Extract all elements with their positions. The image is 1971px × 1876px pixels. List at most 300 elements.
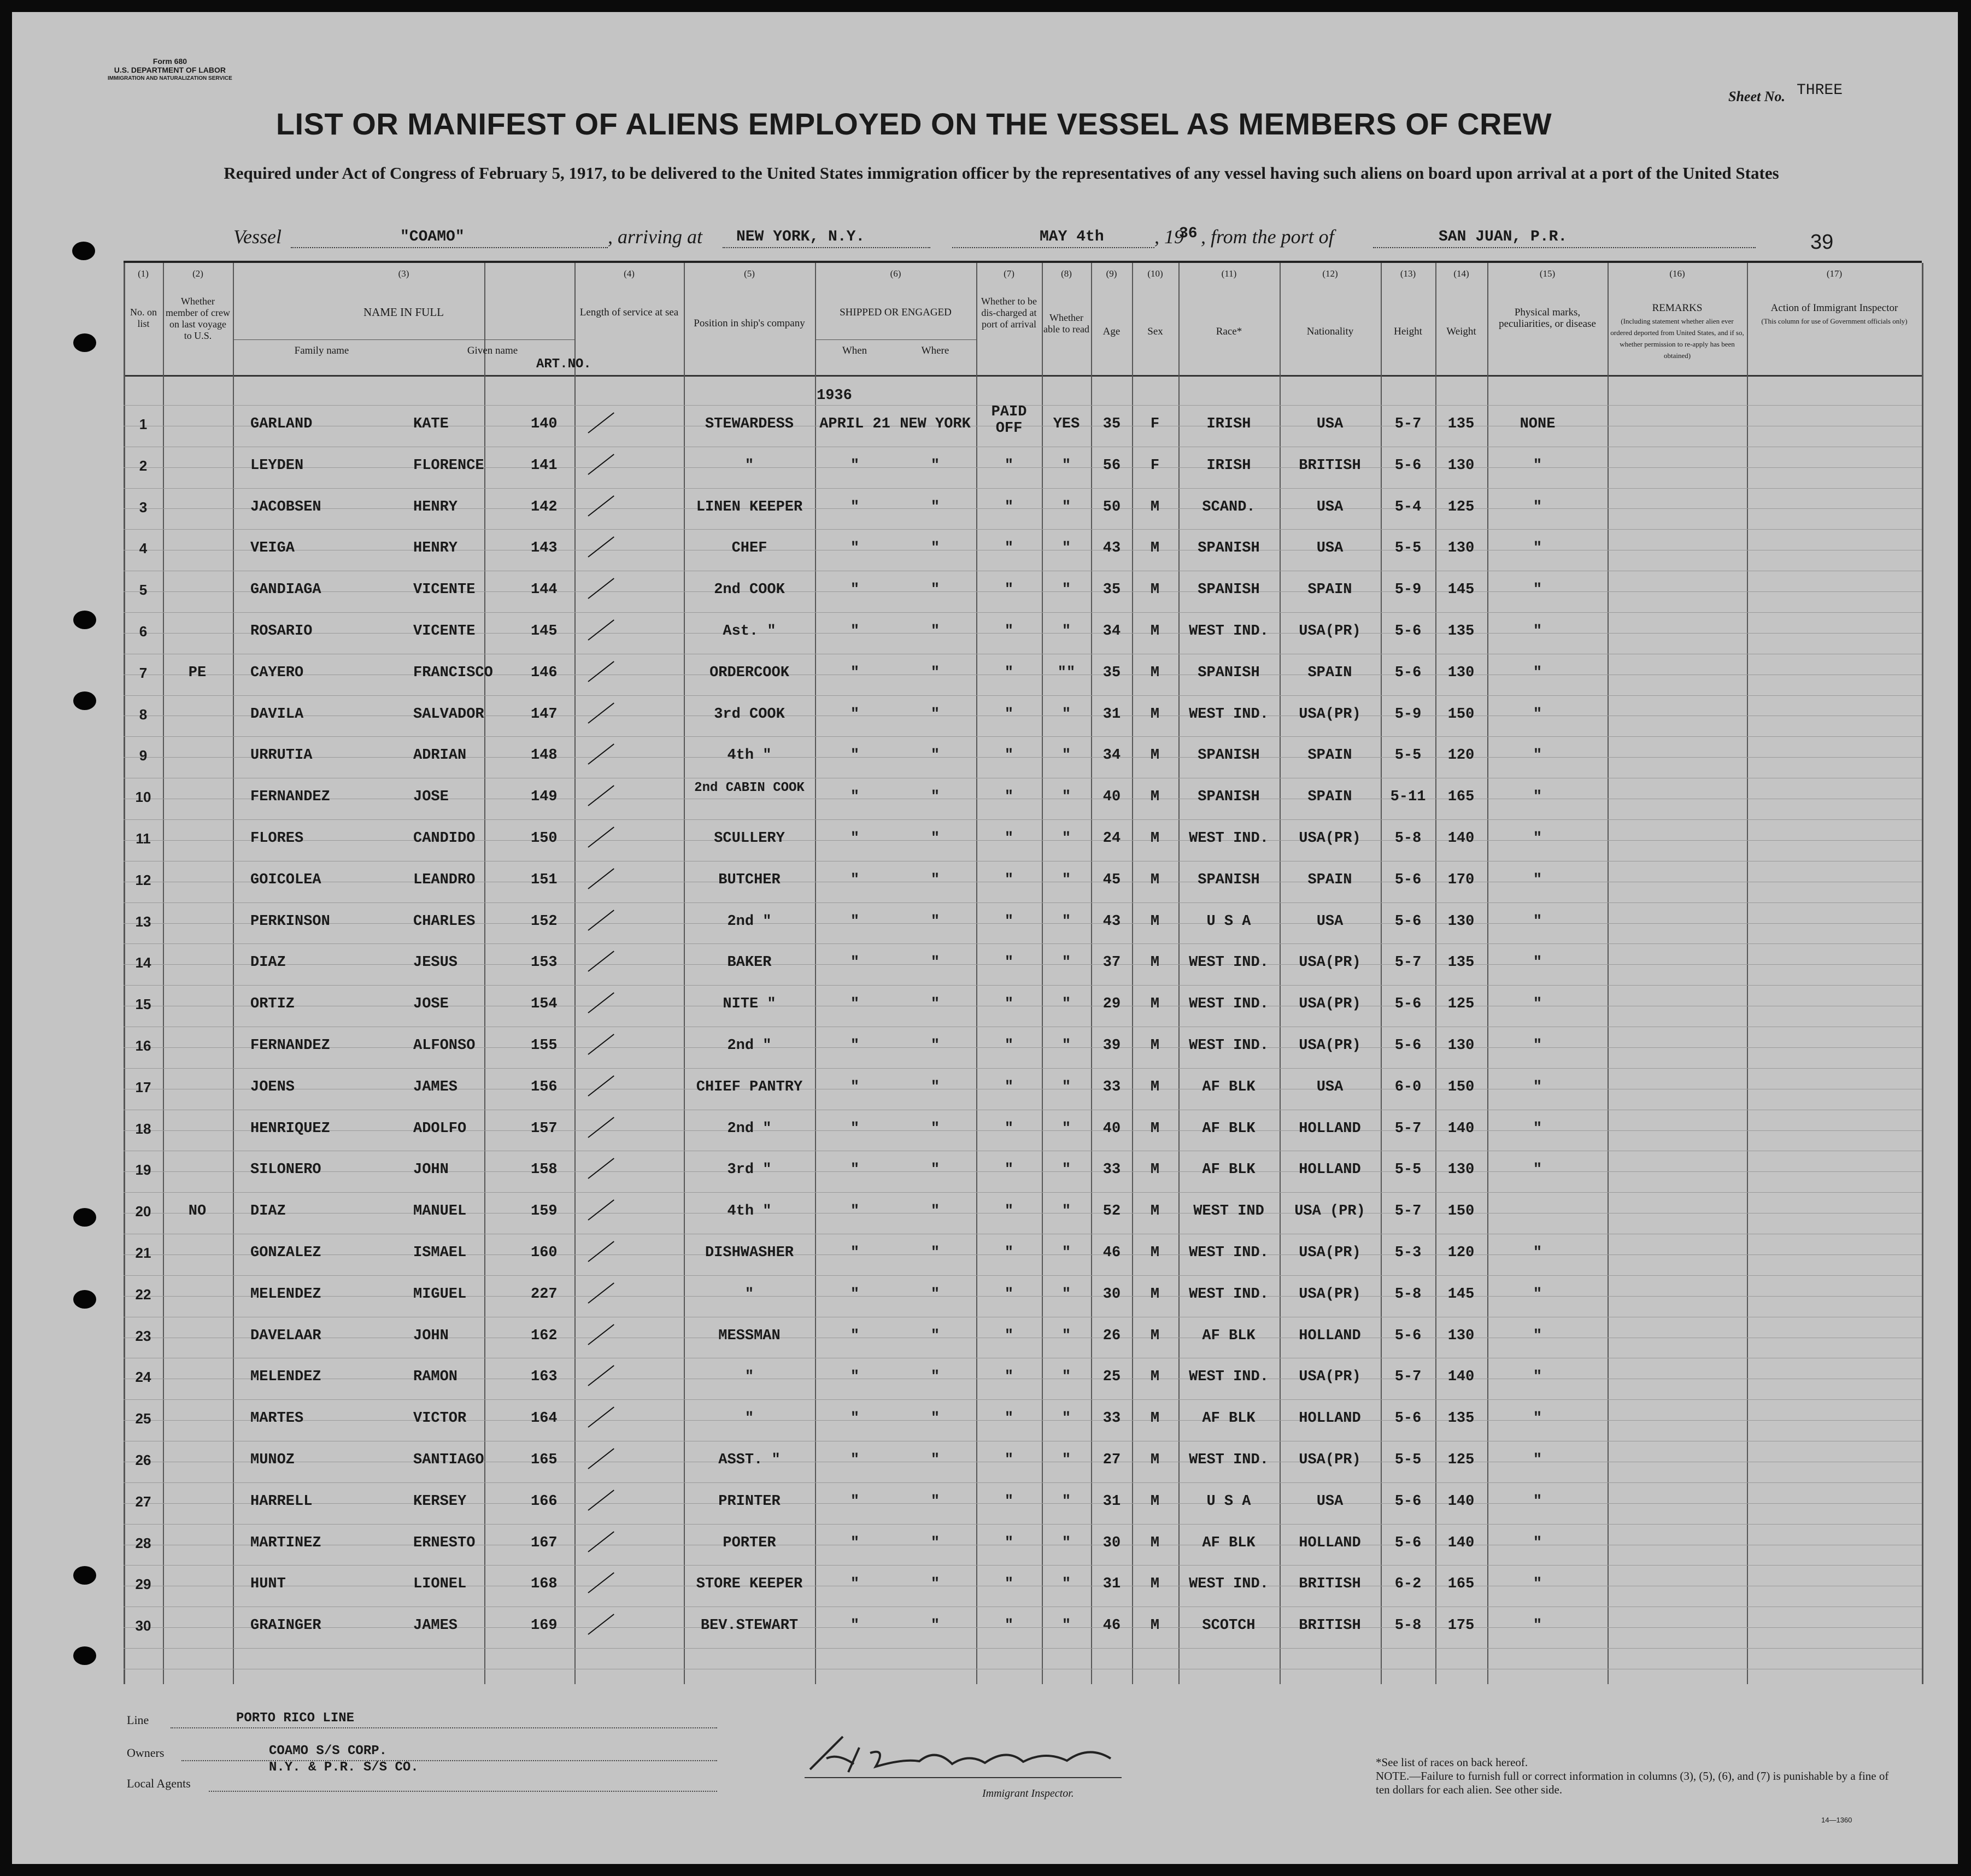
- position: 2nd CABIN COOK: [694, 781, 805, 796]
- ledger-line: [124, 529, 1922, 530]
- age: 43: [1102, 540, 1121, 557]
- row-number: 30: [135, 1617, 151, 1634]
- nationality: USA: [1316, 499, 1344, 515]
- shipped-where: ": [930, 954, 940, 971]
- column-divider: [1747, 263, 1748, 1684]
- able-to-read: ": [1061, 1617, 1071, 1634]
- able-to-read: ": [1061, 582, 1071, 599]
- race: SPANISH: [1198, 582, 1260, 599]
- physical-marks: ": [1533, 747, 1542, 764]
- age: 31: [1102, 1576, 1121, 1593]
- race: AF BLK: [1202, 1534, 1256, 1551]
- header-when: When: [842, 345, 867, 356]
- shipped-where: ": [930, 1410, 940, 1427]
- check-mark: [588, 785, 614, 806]
- height: 6-0: [1394, 1078, 1422, 1095]
- column-divider: [574, 263, 576, 1684]
- physical-marks: ": [1533, 1452, 1542, 1468]
- sex: F: [1150, 457, 1160, 474]
- given-name: ISMAEL: [413, 1245, 467, 1261]
- nationality: SPAIN: [1307, 747, 1352, 764]
- height: 6-2: [1394, 1576, 1422, 1593]
- nationality: USA (PR): [1294, 1203, 1365, 1220]
- shipped-where: ": [930, 1162, 940, 1179]
- nationality: USA(PR): [1299, 954, 1361, 971]
- row-number: 28: [135, 1534, 151, 1551]
- column-divider: [163, 263, 164, 1684]
- column-number: (12): [1322, 268, 1338, 279]
- nationality: SPAIN: [1307, 871, 1352, 888]
- position: CHIEF PANTRY: [696, 1078, 803, 1095]
- sex: M: [1150, 747, 1160, 764]
- arrival-year: 36: [1179, 225, 1198, 242]
- family-name: URRUTIA: [250, 747, 313, 764]
- header-race: Race*: [1216, 326, 1242, 337]
- shipped-when: ": [850, 747, 860, 764]
- punch-hole: [73, 691, 96, 710]
- family-name: HENRIQUEZ: [250, 1120, 330, 1137]
- age: 46: [1102, 1245, 1121, 1261]
- race: U S A: [1206, 913, 1251, 930]
- column-number: (3): [398, 268, 409, 279]
- race: WEST IND.: [1189, 623, 1269, 640]
- weight: 130: [1447, 1037, 1475, 1054]
- column-divider: [1091, 263, 1092, 1684]
- row-number: 19: [135, 1162, 151, 1179]
- physical-marks: ": [1533, 457, 1542, 474]
- art-number: 169: [531, 1617, 558, 1634]
- races-note: *See list of races on back hereof.: [1376, 1756, 1528, 1769]
- position: LINEN KEEPER: [696, 499, 803, 515]
- shipped-where: ": [930, 540, 940, 557]
- check-mark: [588, 1158, 614, 1180]
- given-name: CANDIDO: [413, 830, 476, 847]
- able-to-read: ": [1061, 789, 1071, 806]
- year-annotation: 1936: [817, 388, 852, 404]
- family-name: DAVELAAR: [250, 1327, 321, 1344]
- given-name: JOSE: [413, 789, 449, 806]
- family-name: GANDIAGA: [250, 582, 321, 599]
- ledger-line: [124, 902, 1922, 903]
- check-mark: [588, 1034, 614, 1055]
- header-weight: Weight: [1446, 326, 1476, 337]
- art-number: 141: [531, 457, 558, 474]
- given-name: LEANDRO: [413, 871, 476, 888]
- shipped-where: ": [930, 1617, 940, 1634]
- discharged: ": [1004, 540, 1014, 557]
- nationality: HOLLAND: [1299, 1534, 1361, 1551]
- height: 5-6: [1394, 996, 1422, 1013]
- given-name: JESUS: [413, 954, 458, 971]
- able-to-read: ": [1061, 1203, 1071, 1220]
- physical-marks: ": [1533, 954, 1542, 971]
- nationality: SPAIN: [1307, 789, 1352, 806]
- shipped-when: ": [850, 1078, 860, 1095]
- position: 4th ": [727, 1203, 772, 1220]
- height: 5-6: [1394, 623, 1422, 640]
- shipped-where: ": [930, 1452, 940, 1468]
- check-mark: [588, 992, 614, 1013]
- arrival-port: NEW YORK, N.Y.: [736, 228, 865, 245]
- height: 5-5: [1394, 540, 1422, 557]
- discharged: ": [1004, 1369, 1014, 1386]
- row-number: 8: [139, 706, 148, 723]
- discharged: ": [1004, 996, 1014, 1013]
- race: WEST IND.: [1189, 1245, 1269, 1261]
- race: WEST IND.: [1189, 830, 1269, 847]
- nationality: USA(PR): [1299, 830, 1361, 847]
- sex: M: [1150, 623, 1160, 640]
- sex: M: [1150, 1452, 1160, 1468]
- discharged: ": [1004, 1576, 1014, 1593]
- able-to-read: ": [1061, 747, 1071, 764]
- check-mark: [588, 910, 614, 931]
- column-divider: [1132, 263, 1133, 1684]
- discharged: ": [1004, 499, 1014, 515]
- race: WEST IND.: [1189, 1452, 1269, 1468]
- ledger-line: [124, 1068, 1922, 1069]
- vessel-label: Vessel: [233, 226, 281, 248]
- position: STORE KEEPER: [696, 1576, 803, 1593]
- given-name: JAMES: [413, 1617, 458, 1634]
- weight: 165: [1447, 1576, 1475, 1593]
- race: AF BLK: [1202, 1327, 1256, 1344]
- check-mark: [588, 1490, 614, 1511]
- art-number: 149: [531, 789, 558, 806]
- owners-label: Owners: [127, 1746, 165, 1760]
- subheader-divider: [815, 339, 976, 340]
- column-number: (9): [1106, 268, 1117, 279]
- weight: 135: [1447, 416, 1475, 432]
- sex: M: [1150, 1534, 1160, 1551]
- row-number: 13: [135, 913, 151, 930]
- discharged: ": [1004, 582, 1014, 599]
- row-number: 23: [135, 1327, 151, 1344]
- discharged: ": [1004, 706, 1014, 723]
- column-number: (10): [1147, 268, 1163, 279]
- art-number: 146: [531, 664, 558, 681]
- physical-marks: ": [1533, 1037, 1542, 1054]
- shipped-when: ": [850, 1410, 860, 1427]
- given-name: VICTOR: [413, 1410, 467, 1427]
- position: ": [744, 457, 754, 474]
- weight: 175: [1447, 1617, 1475, 1634]
- header-remarks-note: (Including statement whether alien ever ordered deported from United States, and if so, whether permission to re-apply has been obtained): [1610, 317, 1744, 360]
- weight: 135: [1447, 623, 1475, 640]
- weight: 135: [1447, 1410, 1475, 1427]
- able-to-read: ": [1061, 1452, 1071, 1468]
- shipped-where: ": [930, 664, 940, 681]
- column-divider: [1042, 263, 1043, 1684]
- sex: M: [1150, 1576, 1160, 1593]
- family-name: LEYDEN: [250, 457, 304, 474]
- age: 24: [1102, 830, 1121, 847]
- row-number: 26: [135, 1452, 151, 1468]
- row-number: 14: [135, 954, 151, 971]
- nationality: HOLLAND: [1299, 1162, 1361, 1179]
- sheet-number-value: THREE: [1797, 82, 1843, 99]
- nationality: USA(PR): [1299, 1245, 1361, 1261]
- sex: M: [1150, 1037, 1160, 1054]
- physical-marks: ": [1533, 1078, 1542, 1095]
- ledger-line: [124, 1399, 1922, 1400]
- height: 5-5: [1394, 747, 1422, 764]
- nationality: USA(PR): [1299, 1286, 1361, 1303]
- header-no-on-list: No. on list: [130, 307, 157, 329]
- physical-marks: ": [1533, 1369, 1542, 1386]
- shipped-when: ": [850, 1369, 860, 1386]
- check-mark: [588, 702, 614, 724]
- row-number: 1: [139, 416, 148, 432]
- sex: M: [1150, 499, 1160, 515]
- column-number: (2): [192, 268, 203, 279]
- art-number: 159: [531, 1203, 558, 1220]
- row-number: 9: [139, 747, 148, 764]
- discharged: ": [1004, 1327, 1014, 1344]
- weight: 170: [1447, 871, 1475, 888]
- height: 5-7: [1394, 954, 1422, 971]
- art-number: 168: [531, 1576, 558, 1593]
- age: 50: [1102, 499, 1121, 515]
- header-shipped-engaged: SHIPPED OR ENGAGED: [840, 307, 952, 318]
- ledger-line: [124, 488, 1922, 489]
- art-number: 152: [531, 913, 558, 930]
- shipped-when: ": [850, 913, 860, 930]
- row-number: 15: [135, 996, 151, 1013]
- race: IRISH: [1206, 457, 1251, 474]
- check-mark: [588, 1199, 614, 1221]
- check-mark: [588, 1324, 614, 1345]
- able-to-read: ": [1061, 954, 1071, 971]
- weight: 125: [1447, 1452, 1475, 1468]
- able-to-read: ": [1061, 1327, 1071, 1344]
- check-mark: [588, 578, 614, 599]
- punch-hole: [73, 333, 96, 352]
- art-number: 162: [531, 1327, 558, 1344]
- physical-marks: NONE: [1520, 416, 1556, 432]
- form-number: Form 680: [152, 57, 187, 66]
- shipped-when: ": [850, 457, 860, 474]
- shipped-when: ": [850, 1162, 860, 1179]
- height: 5-7: [1394, 1120, 1422, 1137]
- age: 30: [1102, 1286, 1121, 1303]
- position: ": [744, 1369, 754, 1386]
- able-to-read: ": [1061, 1037, 1071, 1054]
- age: 33: [1102, 1162, 1121, 1179]
- weight: 130: [1447, 1327, 1475, 1344]
- physical-marks: ": [1533, 871, 1542, 888]
- able-to-read: ": [1061, 871, 1071, 888]
- height: 5-6: [1394, 664, 1422, 681]
- header-name-in-full: NAME IN FULL: [363, 306, 444, 319]
- weight: 130: [1447, 1162, 1475, 1179]
- header-height: Height: [1394, 326, 1422, 337]
- nationality: USA(PR): [1299, 623, 1361, 640]
- given-name: CHARLES: [413, 913, 476, 930]
- age: 33: [1102, 1078, 1121, 1095]
- vessel-name: "COAMO": [400, 228, 465, 245]
- position: 3rd COOK: [714, 706, 785, 723]
- footer-note: [1376, 1756, 1900, 1797]
- family-name: HARRELL: [250, 1493, 313, 1510]
- position: 2nd ": [727, 1037, 772, 1054]
- column-divider: [815, 263, 816, 1684]
- shipped-when: ": [850, 1037, 860, 1054]
- weight: 150: [1447, 706, 1475, 723]
- age: 33: [1102, 1410, 1121, 1427]
- race: SPANISH: [1198, 664, 1260, 681]
- discharged: ": [1004, 830, 1014, 847]
- owners-name: COAMO S/S CORP.: [269, 1744, 388, 1758]
- age: 40: [1102, 1120, 1121, 1137]
- age: 29: [1102, 996, 1121, 1013]
- given-name: HENRY: [413, 499, 458, 515]
- weight: 130: [1447, 540, 1475, 557]
- family-name: GARLAND: [250, 416, 313, 432]
- family-name: ROSARIO: [250, 623, 313, 640]
- header-action: Action of Immigrant Inspector: [1770, 302, 1898, 314]
- physical-marks: ": [1533, 582, 1542, 599]
- height: 5-6: [1394, 1410, 1422, 1427]
- position: STEWARDESS: [705, 416, 794, 432]
- able-to-read: ": [1061, 1534, 1071, 1551]
- sex: M: [1150, 706, 1160, 723]
- physical-marks: ": [1533, 789, 1542, 806]
- shipped-where: ": [930, 871, 940, 888]
- able-to-read: ": [1061, 1410, 1071, 1427]
- shipped-when: ": [850, 1245, 860, 1261]
- header-sex: Sex: [1147, 326, 1163, 337]
- family-name: ORTIZ: [250, 996, 295, 1013]
- weight: 120: [1447, 1245, 1475, 1261]
- age: 34: [1102, 747, 1121, 764]
- sex: M: [1150, 830, 1160, 847]
- table-border: [124, 263, 125, 1684]
- nationality: USA: [1316, 540, 1344, 557]
- document-title: LIST OR MANIFEST OF ALIENS EMPLOYED ON THE VESSEL AS MEMBERS OF CREW: [275, 107, 1552, 141]
- row-number: 5: [139, 582, 148, 599]
- age: 45: [1102, 871, 1121, 888]
- discharged: ": [1004, 1245, 1014, 1261]
- nationality: HOLLAND: [1299, 1327, 1361, 1344]
- form-code: 14—1360: [1821, 1816, 1852, 1824]
- art-number: 150: [531, 830, 558, 847]
- age: 39: [1102, 1037, 1121, 1054]
- art-number: 165: [531, 1452, 558, 1468]
- shipped-where: ": [930, 1245, 940, 1261]
- weight: 165: [1447, 789, 1475, 806]
- discharged: ": [1004, 623, 1014, 640]
- family-name: CAYERO: [250, 664, 304, 681]
- row-number: 24: [135, 1369, 151, 1386]
- nationality: USA(PR): [1299, 1037, 1361, 1054]
- discharged: ": [1004, 1286, 1014, 1303]
- shipped-where: ": [930, 1493, 940, 1510]
- height: 5-8: [1394, 1617, 1422, 1634]
- able-to-read: ": [1061, 1162, 1071, 1179]
- punch-hole: [73, 611, 96, 629]
- nationality: USA(PR): [1299, 1369, 1361, 1386]
- row-number: 12: [135, 871, 151, 888]
- height: 5-6: [1394, 1327, 1422, 1344]
- from-port-label: , from the port of: [1201, 226, 1334, 248]
- height: 5-5: [1394, 1162, 1422, 1179]
- ledger-line: [124, 985, 1922, 986]
- ledger-line: [124, 1648, 1922, 1649]
- check-mark: [588, 1117, 614, 1138]
- shipped-where: ": [930, 499, 940, 515]
- column-number: (16): [1669, 268, 1685, 279]
- check-mark: [588, 661, 614, 682]
- given-name: RAMON: [413, 1369, 458, 1386]
- age: 26: [1102, 1327, 1121, 1344]
- discharged: ": [1004, 1493, 1014, 1510]
- shipped-when: ": [850, 830, 860, 847]
- sex: M: [1150, 1617, 1160, 1634]
- given-name: FRANCISCO: [413, 664, 493, 681]
- race: WEST IND.: [1189, 996, 1269, 1013]
- given-name: ERNESTO: [413, 1534, 476, 1551]
- sex: M: [1150, 871, 1160, 888]
- race: AF BLK: [1202, 1162, 1256, 1179]
- art-number: 144: [531, 582, 558, 599]
- family-name: FERNANDEZ: [250, 1037, 330, 1054]
- nationality: BRITISH: [1299, 457, 1361, 474]
- art-number: 163: [531, 1369, 558, 1386]
- punch-hole: [73, 1290, 96, 1309]
- sex: M: [1150, 1327, 1160, 1344]
- check-mark: [588, 454, 614, 475]
- given-name: KATE: [413, 416, 449, 432]
- discharged: ": [1004, 1078, 1014, 1095]
- race: WEST IND.: [1189, 706, 1269, 723]
- discharged: ": [1004, 1037, 1014, 1054]
- weight: 140: [1447, 1369, 1475, 1386]
- family-name: MUNOZ: [250, 1452, 295, 1468]
- form-service: IMMIGRATION AND NATURALIZATION SERVICE: [108, 75, 232, 81]
- ledger-line: [124, 695, 1922, 696]
- height: 5-6: [1394, 871, 1422, 888]
- able-to-read: ": [1061, 996, 1071, 1013]
- check-mark: [588, 1075, 614, 1097]
- nationality: BRITISH: [1299, 1617, 1361, 1634]
- sex: M: [1150, 1203, 1160, 1220]
- age: 31: [1102, 1493, 1121, 1510]
- age: 31: [1102, 706, 1121, 723]
- family-name: GONZALEZ: [250, 1245, 321, 1261]
- member-last-voyage: NO: [188, 1203, 207, 1220]
- race: WEST IND.: [1189, 1369, 1269, 1386]
- height: 5-6: [1394, 1534, 1422, 1551]
- height: 5-8: [1394, 1286, 1422, 1303]
- sex: M: [1150, 1369, 1160, 1386]
- form-department: U.S. DEPARTMENT OF LABOR: [114, 66, 226, 74]
- ledger-line: [124, 612, 1922, 613]
- age: 25: [1102, 1369, 1121, 1386]
- manifest-sheet: [12, 12, 1958, 1864]
- able-to-read: ": [1061, 1245, 1071, 1261]
- position: 2nd COOK: [714, 582, 785, 599]
- nationality: USA: [1316, 1078, 1344, 1095]
- shipped-when: ": [850, 871, 860, 888]
- art-number: 143: [531, 540, 558, 557]
- position: ": [744, 1410, 754, 1427]
- header-art-no: ART.NO.: [536, 357, 591, 372]
- row-number: 21: [135, 1245, 151, 1261]
- nationality: USA: [1316, 913, 1344, 930]
- weight: 130: [1447, 457, 1475, 474]
- shipped-where: ": [930, 457, 940, 474]
